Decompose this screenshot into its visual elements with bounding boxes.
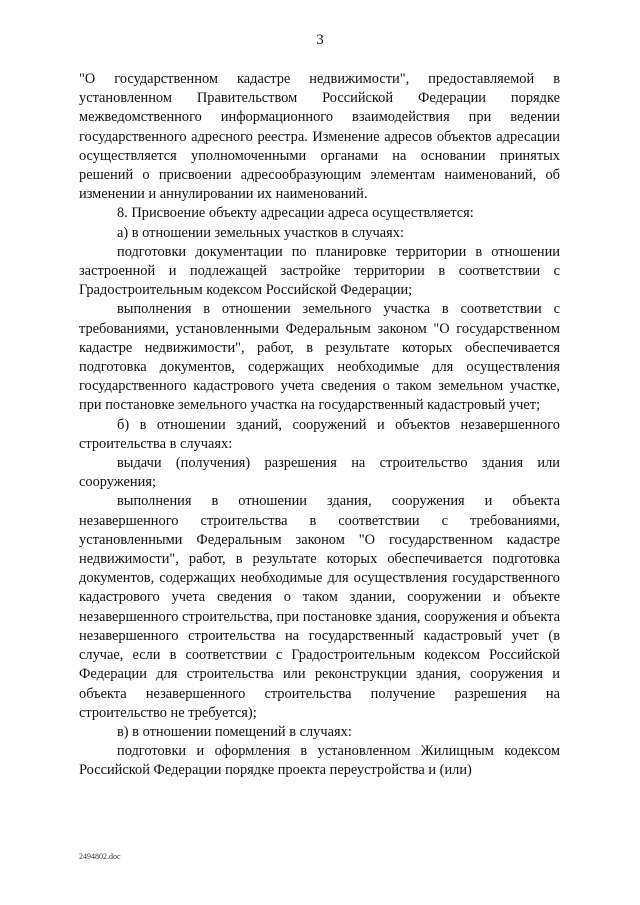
paragraph: "О государственном кадастре недвижимости", предоставляемой в установленном Правительством Российской Федерации порядке межведомственного информационного взаимодействия при ведении государственного адресного реестра. Изменение адресов объектов адресации осуществляется уполномоченными органами на основании принятых решений о присвоении адресообразующим элементам наименований, об изменении и аннулировании их наименований. <box>79 71 560 203</box>
paragraph: выполнения в отношении земельного участка в соответствии с требованиями, установленными Федеральным законом "О государственном кадастре недвижимости", работ, в результате которых обеспечивается подготовка документов, содержащих необходимые для осуществления государственного кадастрового учета сведения о таком земельном участке, при постановке земельного участка на государственный кадастровый учет; <box>79 301 560 414</box>
document-filename: 2494802.doc <box>79 852 121 861</box>
paragraph: подготовки и оформления в установленном Жилищным кодексом Российской Федерации порядке проекта переустройства и (или) <box>79 743 560 779</box>
page-number: 3 <box>316 32 324 48</box>
paragraph: 8. Присвоение объекту адресации адреса осуществляется: <box>117 205 474 222</box>
paragraph: б) в отношении зданий, сооружений и объектов незавершенного строительства в случаях: <box>79 416 560 452</box>
paragraph: подготовки документации по планировке территории в отношении застроенной и подлежащей застройке территории в соответствии с Градостроительным кодексом Российской Федерации; <box>79 243 560 299</box>
paragraph: выполнения в отношении здания, сооружения и объекта незавершенного строительства в соответствии с требованиями, установленными Федеральным законом "О государственном кадастре недвижимости", работ, в результате которых обеспечивается подготовка документов, содержащих необходимые для осуществления государственного кадастрового учета сведения о таком здании, сооружении и объекте незавершенного строительства, при постановке здания, сооружения и объекта незавершенного строительства на государственный кадастровый учет (в случае, если в соответствии с Градостроительным кодексом Российской Федерации для строительства или реконструкции здания, сооружения и объекта незавершенного строительства получение разрешения на строительство не требуется); <box>79 493 560 721</box>
document-body <box>79 70 560 781</box>
paragraph: в) в отношении помещений в случаях: <box>117 723 352 740</box>
paragraph: выдачи (получения) разрешения на строительство здания или сооружения; <box>79 455 560 491</box>
paragraph: а) в отношении земельных участков в случаях: <box>117 224 404 241</box>
